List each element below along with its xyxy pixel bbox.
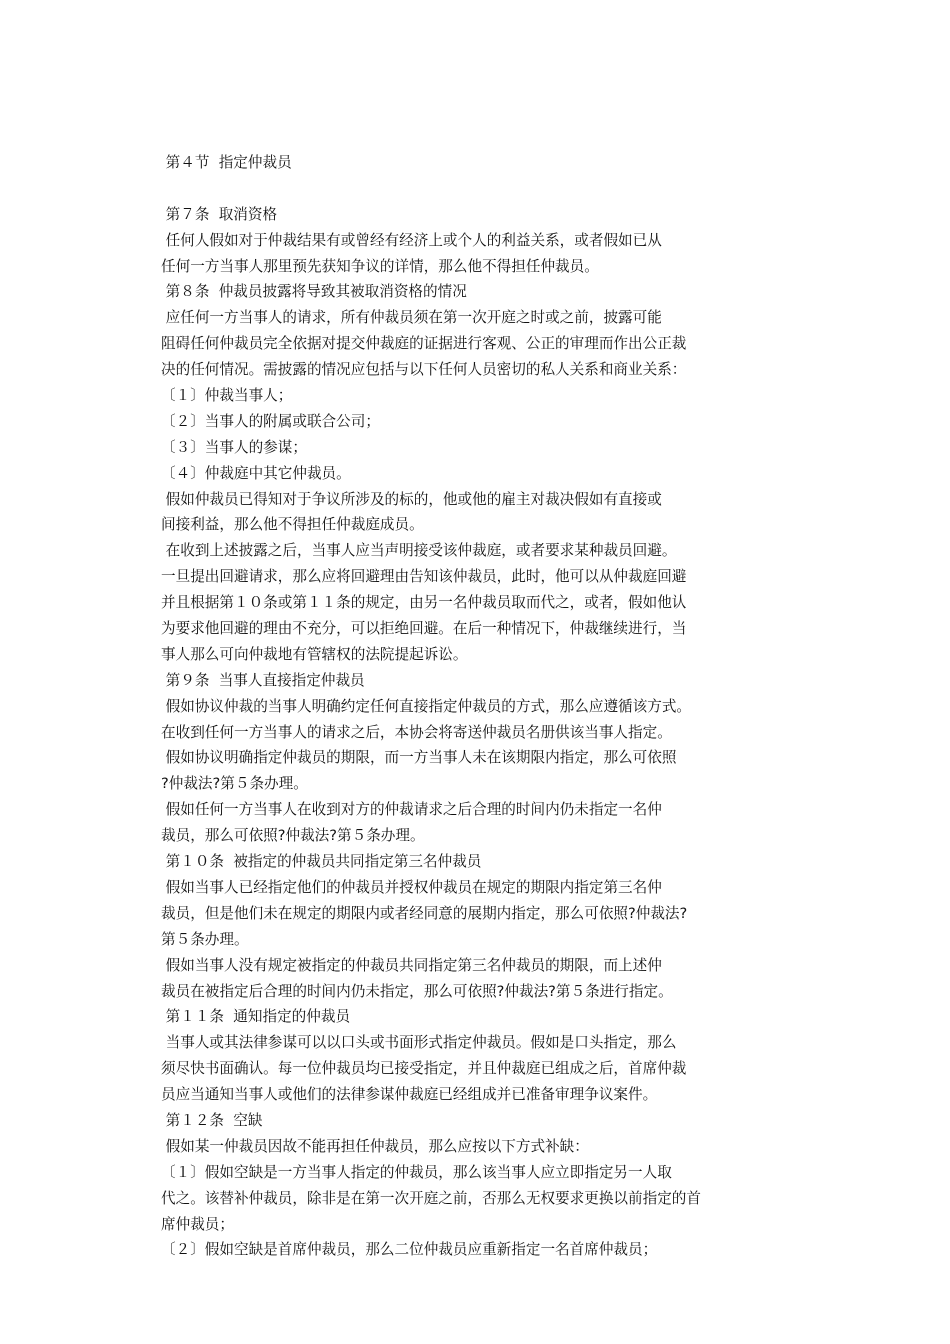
text-line: 〔２〕当事人的附属或联合公司； (161, 412, 380, 430)
text-line: 任何一方当事人那里预先获知争议的详情，那么他不得担任仲裁员。 (161, 257, 599, 275)
text-line: 假如协议仲裁的当事人明确约定任何直接指定仲裁员的方式，那么应遵循该方式。 (161, 697, 692, 715)
text-line: 〔２〕假如空缺是首席仲裁员，那么二位仲裁员应重新指定一名首席仲裁员； (161, 1241, 658, 1259)
text-line: 员应当通知当事人或他们的法律参谋仲裁庭已经组成并已准备审理争议案件。 (161, 1086, 658, 1104)
text-line: 第１０条 被指定的仲裁员共同指定第三名仲裁员 (161, 853, 482, 871)
text-line: 假如协议明确指定仲裁员的期限，而一方当事人未在该期限内指定，那么可依照 (161, 749, 677, 767)
text-line: 在收到上述披露之后，当事人应当声明接受该仲裁庭，或者要求某种裁员回避。 (161, 542, 677, 560)
text-line: 并且根据第１０条或第１１条的规定，由另一名仲裁员取而代之，或者，假如他认 (161, 594, 687, 612)
section-spacer (161, 176, 801, 202)
text-line: 在收到任何一方当事人的请求之后，本协会将寄送仲裁员名册供该当事人指定。 (161, 723, 672, 741)
text-line: 须尽快书面确认。每一位仲裁员均已接受指定，并且仲裁庭已组成之后，首席仲裁 (161, 1060, 687, 1078)
text-line: 当事人或其法律参谋可以以口头或书面形式指定仲裁员。假如是口头指定，那么 (161, 1034, 677, 1052)
text-line: 假如仲裁员已得知对于争议所涉及的标的，他或他的雇主对裁决假如有直接或 (161, 490, 662, 508)
text-line: 假如任何一方当事人在收到对方的仲裁请求之后合理的时间内仍未指定一名仲 (161, 801, 662, 819)
text-line: 第１２条 空缺 (161, 1111, 263, 1129)
text-line: 事人那么可向仲裁地有管辖权的法院提起诉讼。 (161, 645, 468, 663)
text-line: 假如当事人没有规定被指定的仲裁员共同指定第三名仲裁员的期限，而上述仲 (161, 956, 662, 974)
text-line: 代之。该替补仲裁员，除非是在第一次开庭之前，否那么无权要求更换以前指定的首 (161, 1189, 701, 1207)
section-title: 第４节 指定仲裁员 (161, 154, 292, 171)
text-line: 〔１〕假如空缺是一方当事人指定的仲裁员，那么该当事人应立即指定另一人取 (161, 1163, 672, 1181)
text-line: 〔３〕当事人的参谋； (161, 438, 307, 456)
text-line: 第９条 当事人直接指定仲裁员 (161, 671, 365, 689)
document-body (161, 150, 801, 1263)
text-line: 假如某一仲裁员因故不能再担任仲裁员，那么应按以下方式补缺： (161, 1137, 589, 1155)
text-line: ?仲裁法?第５条办理。 (161, 775, 308, 793)
text-line: 阻碍任何仲裁员完全依据对提交仲裁庭的证据进行客观、公正的审理而作出公正裁 (161, 335, 687, 353)
text-line: 第７条 取消资格 (161, 205, 278, 223)
text-line: 第５条办理。 (161, 930, 249, 948)
text-lines (161, 202, 801, 1264)
text-line: 裁员在被指定后合理的时间内仍未指定，那么可依照?仲裁法?第５条进行指定。 (161, 982, 673, 1000)
text-line: 裁员，那么可依照?仲裁法?第５条办理。 (161, 827, 425, 845)
text-line: 为要求他回避的理由不充分，可以拒绝回避。在后一种情况下，仲裁继续进行，当 (161, 620, 687, 638)
text-line: 决的任何情况。需披露的情况应包括与以下任何人员密切的私人关系和商业关系： (161, 361, 687, 379)
text-line: 裁员，但是他们未在规定的期限内或者经同意的展期内指定，那么可依照?仲裁法? (161, 904, 688, 922)
text-line: 应任何一方当事人的请求，所有仲裁员须在第一次开庭之时或之前，披露可能 (161, 309, 662, 327)
text-line: 假如当事人已经指定他们的仲裁员并授权仲裁员在规定的期限内指定第三名仲 (161, 878, 662, 896)
text-line: 任何人假如对于仲裁结果有或曾经有经济上或个人的利益关系，或者假如已从 (161, 231, 662, 249)
text-line: 一旦提出回避请求，那么应将回避理由告知该仲裁员，此时，他可以从仲裁庭回避 (161, 568, 687, 586)
text-line: 〔１〕仲裁当事人； (161, 387, 293, 405)
text-line: 第１１条 通知指定的仲裁员 (161, 1008, 351, 1026)
text-line: 席仲裁员； (161, 1215, 234, 1233)
text-line: 第８条 仲裁员披露将导致其被取消资格的情况 (161, 283, 467, 301)
text-line: 间接利益，那么他不得担任仲裁庭成员。 (161, 516, 424, 534)
text-line: 〔４〕仲裁庭中其它仲裁员。 (161, 464, 351, 482)
